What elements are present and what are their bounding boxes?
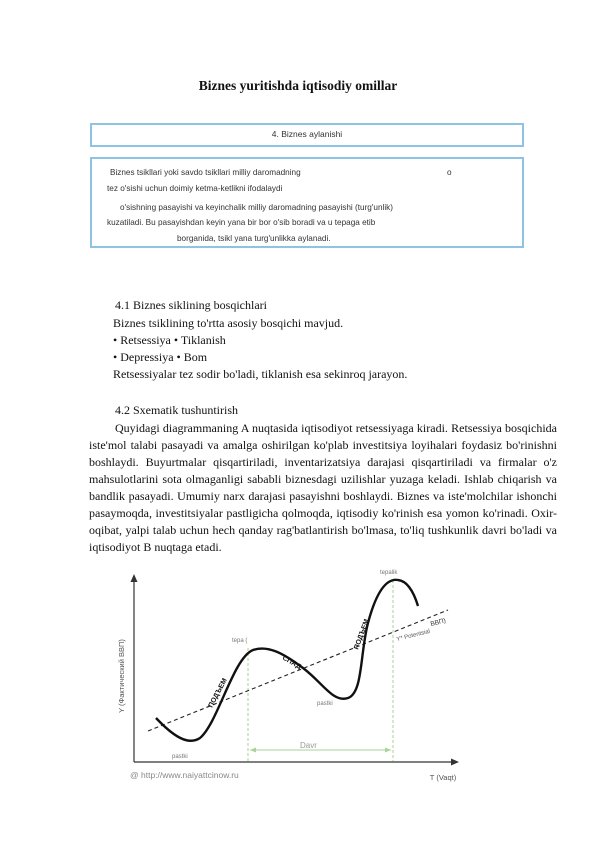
period-label: Davr xyxy=(300,741,317,750)
rise-label: ПОДЪЕМ xyxy=(207,677,229,709)
box-line: kuzatiladi. Bu pasayishdan keyin yana bir bor o'sib boradi va u tepaga etib xyxy=(107,218,376,227)
rise-label: ПОДЪЕМ xyxy=(353,618,371,651)
business-cycle-diagram xyxy=(118,568,463,783)
potential-label: Y* Potentsial xyxy=(396,628,431,643)
section-heading-4-1: 4.1 Biznes siklining bosqichlari xyxy=(115,298,267,312)
box-line: tez o'sishi uchun doimiy ketma-ketlikni ifodalaydi xyxy=(107,184,283,193)
definition-box xyxy=(90,157,524,248)
x-axis-arrow xyxy=(451,759,459,766)
y-axis-arrow xyxy=(131,574,138,582)
trough-label: pastki xyxy=(317,701,333,707)
section-heading-4-2: 4.2 Sxematik tushuntirish xyxy=(115,403,238,417)
box-line: o xyxy=(447,168,452,177)
period-arrow-right xyxy=(385,748,391,753)
fall-label: СПАД xyxy=(281,654,303,671)
y-axis-label: Y (Фактический ВВП) xyxy=(117,639,126,713)
page-title: Biznes yuritishda iqtisodiy omillar xyxy=(198,78,398,93)
box-line: o'sishning pasayishi va keyinchalik milliy daromadning pasayishi (turg'unlik) xyxy=(120,203,393,212)
x-axis-label: T (Vaqt) xyxy=(429,773,457,782)
body-paragraph: Quyidagi diagrammaning A nuqtasida iqtisodiyot retsessiyaga kiradi. Retsessiya bosqichida iste'mol talabi pasayadi va amalga oshirilgan ko'plab investitsiya loyihalari foydasiz bo'rinishni boshlaydi. Buyurtmalar qisqartiriladi, inventarizatsiya darajasi qisqartiriladi va firmalar o'z mahsulotlarini sota olmaganligi sababli biznesdagi uzilishlar yuzaga keladi. Ishlab chiqarish va bandlik pasayadi. Umumiy narx darajasi pasayishni boshlaydi. Biznes va iste'molchilar ishonchi pasaymoqda, investitsiyalar pastligicha qolmoqda, iqtisodiy ko'rinish esa yomon ko'rinadi. Oxir-oqibat, yalpi talab uchun hech qanday rag'batlantirish bo'lmasa, to'liq tushkunlik davri bo'ladi va iqtisodiyot B nuqtaga etadi. xyxy=(89,421,557,554)
watermark: @ http://www.naiyattcinow.ru xyxy=(130,770,239,780)
peak-label: tepa ( xyxy=(232,638,248,644)
section-header-box xyxy=(90,123,524,147)
box-line: Biznes tsikllari yoki savdo tsikllari milliy daromadning xyxy=(110,168,301,177)
body-line: Retsessiyalar tez sodir bo'ladi, tiklanish esa sekinroq jarayon. xyxy=(113,367,408,381)
body-line: • Depressiya • Bom xyxy=(113,350,208,364)
section-header-text: 4. Biznes aylanishi xyxy=(271,129,343,139)
trend-label: ВВП) xyxy=(429,617,447,628)
box-line: borganida, tsikl yana turg'unlikka aylanadi. xyxy=(177,234,331,243)
body-line: • Retsessiya • Tiklanish xyxy=(113,333,226,347)
body-line: Biznes tsiklining to'rtta asosiy bosqichi mavjud. xyxy=(113,316,344,330)
period-arrow-left xyxy=(250,748,256,753)
trough-label: pastki xyxy=(172,754,188,760)
peak-label: tepalik xyxy=(380,570,398,576)
